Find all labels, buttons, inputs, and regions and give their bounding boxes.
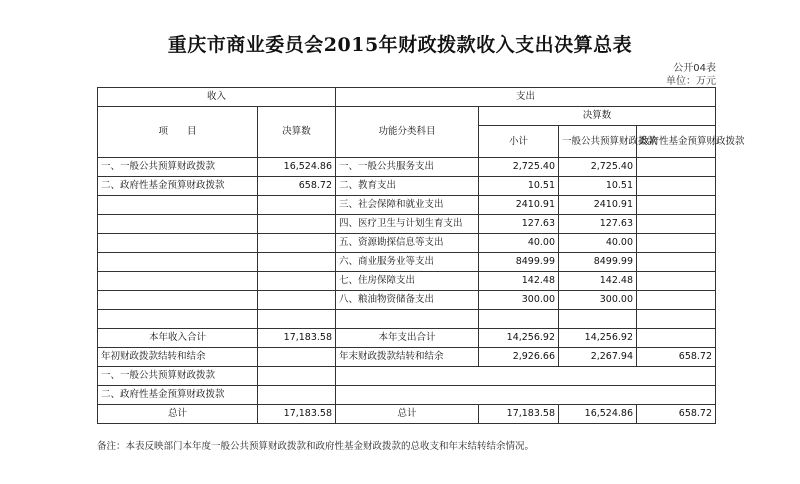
income-amount — [258, 310, 336, 329]
income-item: 二、政府性基金预算财政拨款 — [98, 177, 258, 196]
income-header: 收入 — [98, 88, 336, 107]
func-category-header: 功能分类科目 — [336, 107, 479, 158]
expense-general-budget: 10.51 — [559, 177, 637, 196]
expense-subtotal: 300.00 — [479, 291, 559, 310]
expense-category: 七、住房保障支出 — [336, 272, 479, 291]
income-amount — [258, 348, 336, 367]
expense-general-budget: 127.63 — [559, 215, 637, 234]
income-amount — [258, 253, 336, 272]
item-header: 项 目 — [98, 107, 258, 158]
expense-gov-fund — [637, 291, 716, 310]
page-title: 重庆市商业委员会2015年财政拨款收入支出决算总表 — [167, 34, 633, 56]
expense-gov-fund — [637, 177, 716, 196]
income-amount — [258, 196, 336, 215]
income-total-amount: 17,183.58 — [258, 405, 336, 424]
income-amount — [258, 386, 336, 405]
expense-general-budget: 2,725.40 — [559, 158, 637, 177]
total-row — [98, 405, 716, 424]
expense-total-gov-fund: 658.72 — [637, 405, 716, 424]
expense-gov-fund — [637, 158, 716, 177]
income-item: 二、政府性基金预算财政拨款 — [98, 386, 258, 405]
income-item: 本年收入合计 — [98, 329, 258, 348]
income-amount: 16,524.86 — [258, 158, 336, 177]
expense-subtotal: 10.51 — [479, 177, 559, 196]
income-item: 一、一般公共预算财政拨款 — [98, 158, 258, 177]
form-number: 公开04表 — [673, 63, 716, 74]
income-amount — [258, 291, 336, 310]
expense-category: 八、粮油物资储备支出 — [336, 291, 479, 310]
income-item — [98, 196, 258, 215]
blank-cell — [336, 367, 716, 386]
table-row — [98, 253, 716, 272]
table-row — [98, 291, 716, 310]
header-row — [98, 107, 716, 126]
expense-gov-fund: 658.72 — [637, 348, 716, 367]
income-item — [98, 310, 258, 329]
expense-category: 一、一般公共服务支出 — [336, 158, 479, 177]
table-row — [98, 348, 716, 367]
income-amount — [258, 234, 336, 253]
income-item — [98, 272, 258, 291]
table-row — [98, 386, 716, 405]
expense-category: 四、医疗卫生与计划生育支出 — [336, 215, 479, 234]
table-row — [98, 329, 716, 348]
table-row — [98, 272, 716, 291]
expense-subtotal: 127.63 — [479, 215, 559, 234]
expense-gov-fund — [637, 234, 716, 253]
income-amount — [258, 367, 336, 386]
income-item: 年初财政拨款结转和结余 — [98, 348, 258, 367]
expense-subtotal: 8499.99 — [479, 253, 559, 272]
expense-gov-fund — [637, 310, 716, 329]
final-amount-header: 决算数 — [258, 107, 336, 158]
expense-general-budget: 142.48 — [559, 272, 637, 291]
income-item — [98, 215, 258, 234]
expense-header: 支出 — [336, 88, 716, 107]
footnote: 备注：本表反映部门本年度一般公共预算财政拨款和政府性基金财政拨款的总收支和年末结转结余情况。 — [97, 441, 535, 452]
income-total-label: 总计 — [98, 405, 258, 424]
income-item — [98, 291, 258, 310]
income-item: 一、一般公共预算财政拨款 — [98, 367, 258, 386]
table-row — [98, 215, 716, 234]
income-amount — [258, 215, 336, 234]
expense-category: 五、资源勘探信息等支出 — [336, 234, 479, 253]
table-row — [98, 196, 716, 215]
expense-category: 二、教育支出 — [336, 177, 479, 196]
header-row — [98, 88, 716, 107]
unit-label: 单位：万元 — [666, 76, 716, 87]
expense-category — [336, 310, 479, 329]
expense-subtotal: 2,926.66 — [479, 348, 559, 367]
expense-general-budget: 2,267.94 — [559, 348, 637, 367]
expense-subtotal: 40.00 — [479, 234, 559, 253]
expense-gov-fund — [637, 196, 716, 215]
expense-total-general-budget: 16,524.86 — [559, 405, 637, 424]
expense-subtotal: 142.48 — [479, 272, 559, 291]
expense-category: 本年支出合计 — [336, 329, 479, 348]
income-item — [98, 253, 258, 272]
expense-category: 年末财政拨款结转和结余 — [336, 348, 479, 367]
expense-gov-fund — [637, 215, 716, 234]
expense-gov-fund — [637, 253, 716, 272]
table-row — [98, 177, 716, 196]
expense-gov-fund — [637, 272, 716, 291]
table-row — [98, 367, 716, 386]
subtotal-header: 小计 — [479, 126, 559, 158]
table-row — [98, 158, 716, 177]
expense-general-budget: 40.00 — [559, 234, 637, 253]
blank-cell — [336, 386, 716, 405]
expense-total-label: 总计 — [336, 405, 479, 424]
income-amount: 658.72 — [258, 177, 336, 196]
expense-general-budget: 2410.91 — [559, 196, 637, 215]
expense-general-budget: 300.00 — [559, 291, 637, 310]
expense-general-budget: 8499.99 — [559, 253, 637, 272]
expense-general-budget: 14,256.92 — [559, 329, 637, 348]
expense-category: 三、社会保障和就业支出 — [336, 196, 479, 215]
final-amount-exp-header: 决算数 — [479, 107, 716, 126]
budget-table — [97, 87, 745, 424]
income-item — [98, 234, 258, 253]
expense-subtotal — [479, 310, 559, 329]
expense-gov-fund — [637, 329, 716, 348]
expense-subtotal: 14,256.92 — [479, 329, 559, 348]
income-amount: 17,183.58 — [258, 329, 336, 348]
expense-subtotal: 2,725.40 — [479, 158, 559, 177]
expense-general-budget — [559, 310, 637, 329]
table-row — [98, 234, 716, 253]
table-row — [98, 310, 716, 329]
expense-category: 六、商业服务业等支出 — [336, 253, 479, 272]
expense-subtotal: 2410.91 — [479, 196, 559, 215]
general-budget-header: 一般公共预算财政拨款 — [559, 126, 637, 158]
expense-total-subtotal: 17,183.58 — [479, 405, 559, 424]
income-amount — [258, 272, 336, 291]
gov-fund-header: 政府性基金预算财政拨款 — [637, 126, 716, 158]
